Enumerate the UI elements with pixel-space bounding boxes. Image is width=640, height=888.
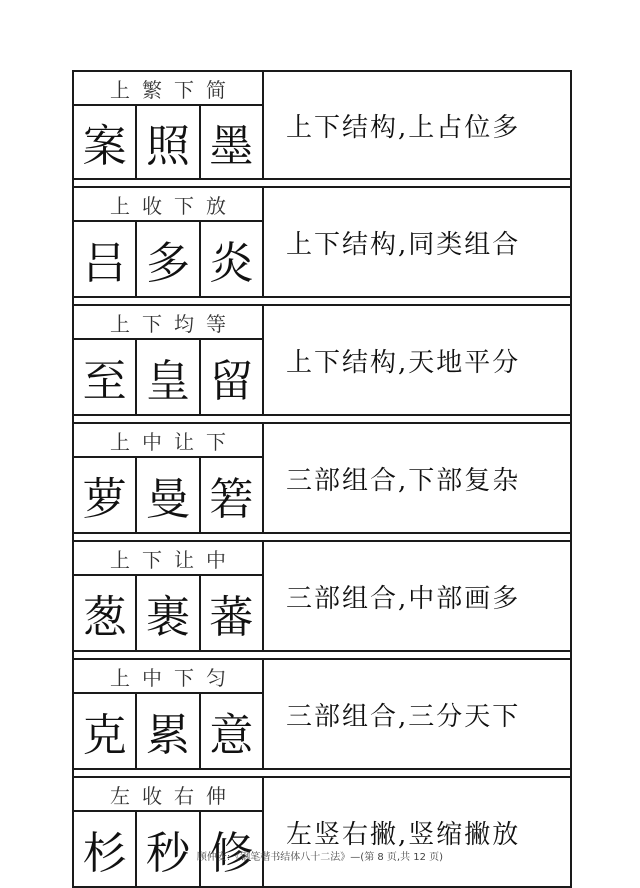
example-character: 照 — [137, 106, 200, 178]
rule-label: 上收下放 — [74, 188, 262, 222]
example-character: 杉 — [74, 812, 137, 886]
table-row — [72, 70, 572, 180]
example-character: 葱 — [74, 576, 137, 650]
rule-cell — [74, 72, 264, 178]
example-character: 墨 — [209, 121, 254, 172]
example-character: 案 — [74, 106, 137, 178]
rule-cell — [74, 188, 264, 296]
table-row — [72, 306, 572, 416]
example-character: 留 — [209, 356, 254, 407]
example-character: 多 — [137, 222, 200, 296]
example-characters — [74, 458, 262, 532]
rule-label: 上中下匀 — [74, 660, 262, 694]
example-character: 裹 — [137, 576, 200, 650]
row-separator — [72, 652, 572, 660]
rule-cell — [74, 424, 264, 532]
character-table — [72, 70, 572, 888]
page-footer: 顾仲安:《钢笔楷书结体八十二法》—(第 8 页,共 12 页) — [196, 852, 444, 863]
rule-label: 上繁下简 — [74, 72, 262, 106]
example-character: 吕 — [74, 222, 137, 296]
rule-description: 三部组合,下部复杂 — [286, 465, 521, 496]
rule-cell — [74, 306, 264, 414]
example-character: 萝 — [74, 458, 137, 532]
example-characters — [74, 576, 262, 650]
rule-label: 上下让中 — [74, 542, 262, 576]
rule-description: 上下结构,同类组合 — [286, 229, 521, 260]
row-separator — [72, 770, 572, 778]
rule-description: 上下结构,上占位多 — [286, 112, 521, 143]
rule-label: 左收右伸 — [74, 778, 262, 812]
row-separator — [72, 180, 572, 188]
example-character: 蕃 — [209, 592, 254, 643]
table-row — [72, 188, 572, 298]
example-character: 箬 — [209, 474, 254, 525]
example-character: 至 — [74, 340, 137, 414]
rule-description: 三部组合,中部画多 — [286, 583, 521, 614]
rule-description: 左竖右撇,竖缩撇放 — [286, 819, 521, 850]
rule-description: 上下结构,天地平分 — [286, 347, 521, 378]
example-character: 皇 — [137, 340, 200, 414]
example-characters — [74, 340, 262, 414]
example-character: 修 — [209, 828, 254, 879]
example-characters — [74, 222, 262, 296]
table-row — [72, 424, 572, 534]
table-row — [72, 660, 572, 770]
example-character: 曼 — [137, 458, 200, 532]
row-separator — [72, 298, 572, 306]
example-character: 炎 — [209, 238, 254, 289]
table-row — [72, 778, 572, 888]
example-character: 秒 — [137, 812, 200, 886]
example-character: 克 — [74, 694, 137, 768]
example-character: 累 — [137, 694, 200, 768]
example-character: 意 — [209, 710, 254, 761]
row-separator — [72, 534, 572, 542]
rule-label: 上下均等 — [74, 306, 262, 340]
example-characters — [74, 106, 262, 178]
table-row — [72, 542, 572, 652]
rule-label: 上中让下 — [74, 424, 262, 458]
rule-cell — [74, 660, 264, 768]
rule-cell — [74, 542, 264, 650]
example-characters — [74, 694, 262, 768]
row-separator — [72, 416, 572, 424]
rule-cell — [74, 778, 264, 886]
rule-description: 三部组合,三分天下 — [286, 701, 521, 732]
